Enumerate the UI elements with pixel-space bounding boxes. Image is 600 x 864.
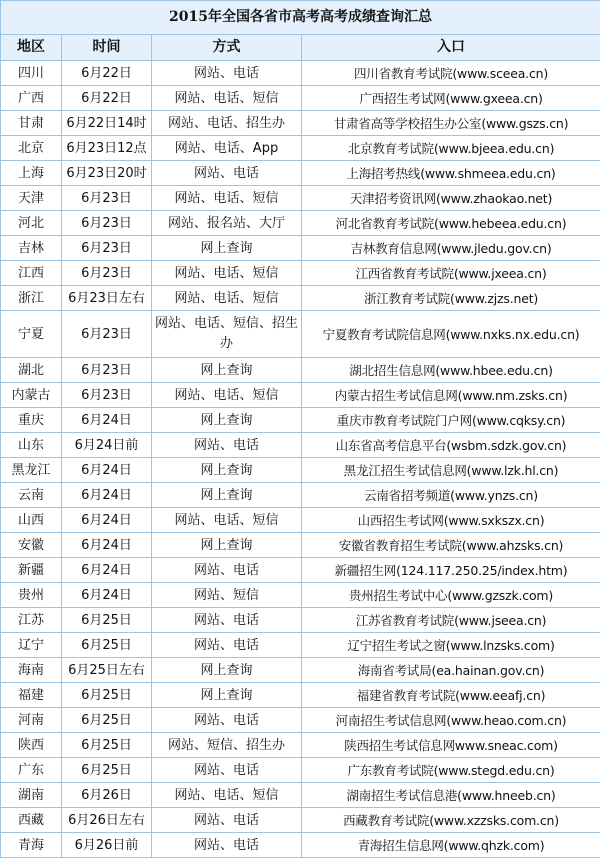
region-cell: 天津 bbox=[1, 186, 62, 211]
method-cell: 网站、电话 bbox=[152, 833, 302, 858]
entry-cell: 江苏省教育考试院(www.jseea.cn) bbox=[302, 608, 600, 633]
entry-cell: 宁夏教育考试院信息网(www.nxks.nx.edu.cn) bbox=[302, 311, 600, 358]
entry-cell: 山西招生考试网(www.sxkszx.cn) bbox=[302, 508, 600, 533]
region-cell: 四川 bbox=[1, 61, 62, 86]
time-cell: 6月25日 bbox=[62, 608, 152, 633]
time-cell: 6月22日 bbox=[62, 86, 152, 111]
region-cell: 湖南 bbox=[1, 783, 62, 808]
table-row bbox=[1, 111, 600, 136]
region-cell: 湖北 bbox=[1, 358, 62, 383]
region-cell: 北京 bbox=[1, 136, 62, 161]
method-cell: 网上查询 bbox=[152, 358, 302, 383]
method-cell: 网站、电话、短信 bbox=[152, 783, 302, 808]
table-row bbox=[1, 136, 600, 161]
table-row bbox=[1, 211, 600, 236]
table-row bbox=[1, 758, 600, 783]
method-cell: 网站、电话 bbox=[152, 708, 302, 733]
method-cell: 网上查询 bbox=[152, 533, 302, 558]
table-row bbox=[1, 408, 600, 433]
entry-cell: 广西招生考试网(www.gxeea.cn) bbox=[302, 86, 600, 111]
entry-cell: 天津招考资讯网(www.zhaokao.net) bbox=[302, 186, 600, 211]
entry-cell: 江西省教育考试院(www.jxeea.cn) bbox=[302, 261, 600, 286]
region-cell: 河北 bbox=[1, 211, 62, 236]
method-cell: 网站、电话、短信 bbox=[152, 508, 302, 533]
method-cell: 网上查询 bbox=[152, 458, 302, 483]
time-cell: 6月22日14时 bbox=[62, 111, 152, 136]
table-row bbox=[1, 358, 600, 383]
method-cell: 网站、电话 bbox=[152, 558, 302, 583]
region-cell: 山东 bbox=[1, 433, 62, 458]
method-cell: 网站、电话 bbox=[152, 808, 302, 833]
time-cell: 6月25日 bbox=[62, 758, 152, 783]
region-cell: 江西 bbox=[1, 261, 62, 286]
method-cell: 网站、报名站、大厅 bbox=[152, 211, 302, 236]
method-cell: 网站、电话 bbox=[152, 633, 302, 658]
region-cell: 安徽 bbox=[1, 533, 62, 558]
entry-cell: 福建省教育考试院(www.eeafj.cn) bbox=[302, 683, 600, 708]
entry-cell: 辽宁招生考试之窗(www.lnzsks.com) bbox=[302, 633, 600, 658]
table-row bbox=[1, 483, 600, 508]
table-row bbox=[1, 86, 600, 111]
table-row bbox=[1, 261, 600, 286]
entry-cell: 贵州招生考试中心(www.gzszk.com) bbox=[302, 583, 600, 608]
region-cell: 云南 bbox=[1, 483, 62, 508]
table-row bbox=[1, 833, 600, 858]
table-row bbox=[1, 458, 600, 483]
method-cell: 网站、电话、短信、招生办 bbox=[152, 311, 302, 358]
time-cell: 6月24日前 bbox=[62, 433, 152, 458]
table-row bbox=[1, 583, 600, 608]
header-entry: 入口 bbox=[302, 35, 600, 61]
region-cell: 陕西 bbox=[1, 733, 62, 758]
table-row bbox=[1, 558, 600, 583]
method-cell: 网站、短信 bbox=[152, 583, 302, 608]
region-cell: 福建 bbox=[1, 683, 62, 708]
region-cell: 甘肃 bbox=[1, 111, 62, 136]
entry-cell: 广东教育考试院(www.stegd.edu.cn) bbox=[302, 758, 600, 783]
time-cell: 6月25日 bbox=[62, 683, 152, 708]
region-cell: 上海 bbox=[1, 161, 62, 186]
method-cell: 网站、电话、短信 bbox=[152, 186, 302, 211]
table-row bbox=[1, 733, 600, 758]
time-cell: 6月23日12点 bbox=[62, 136, 152, 161]
time-cell: 6月24日 bbox=[62, 558, 152, 583]
table-row bbox=[1, 508, 600, 533]
region-cell: 西藏 bbox=[1, 808, 62, 833]
entry-cell: 河北省教育考试院(www.hebeea.edu.cn) bbox=[302, 211, 600, 236]
region-cell: 江苏 bbox=[1, 608, 62, 633]
entry-cell: 内蒙古招生考试信息网(www.nm.zsks.cn) bbox=[302, 383, 600, 408]
header-time: 时间 bbox=[62, 35, 152, 61]
time-cell: 6月23日 bbox=[62, 358, 152, 383]
method-cell: 网上查询 bbox=[152, 408, 302, 433]
table-row bbox=[1, 383, 600, 408]
header-row bbox=[1, 35, 600, 61]
entry-cell: 甘肃省高等学校招生办公室(www.gszs.cn) bbox=[302, 111, 600, 136]
time-cell: 6月25日 bbox=[62, 708, 152, 733]
table-row bbox=[1, 533, 600, 558]
title-row bbox=[1, 1, 600, 35]
region-cell: 宁夏 bbox=[1, 311, 62, 358]
method-cell: 网站、电话 bbox=[152, 433, 302, 458]
table-row bbox=[1, 286, 600, 311]
entry-cell: 海南省考试局(ea.hainan.gov.cn) bbox=[302, 658, 600, 683]
region-cell: 黑龙江 bbox=[1, 458, 62, 483]
time-cell: 6月24日 bbox=[62, 458, 152, 483]
table-row bbox=[1, 683, 600, 708]
time-cell: 6月23日20时 bbox=[62, 161, 152, 186]
entry-cell: 上海招考热线(www.shmeea.edu.cn) bbox=[302, 161, 600, 186]
region-cell: 青海 bbox=[1, 833, 62, 858]
table-row bbox=[1, 433, 600, 458]
time-cell: 6月23日 bbox=[62, 383, 152, 408]
time-cell: 6月26日左右 bbox=[62, 808, 152, 833]
table-body bbox=[1, 61, 600, 858]
table-row bbox=[1, 708, 600, 733]
entry-cell: 湖南招生考试信息港(www.hneeb.cn) bbox=[302, 783, 600, 808]
table-row bbox=[1, 808, 600, 833]
region-cell: 海南 bbox=[1, 658, 62, 683]
method-cell: 网站、短信、招生办 bbox=[152, 733, 302, 758]
table-row bbox=[1, 783, 600, 808]
table-row bbox=[1, 236, 600, 261]
entry-cell: 重庆市教育考试院门户网(www.cqksy.cn) bbox=[302, 408, 600, 433]
region-cell: 浙江 bbox=[1, 286, 62, 311]
method-cell: 网站、电话 bbox=[152, 161, 302, 186]
time-cell: 6月23日 bbox=[62, 261, 152, 286]
region-cell: 辽宁 bbox=[1, 633, 62, 658]
entry-cell: 陕西招生考试信息网www.sneac.com) bbox=[302, 733, 600, 758]
table-row bbox=[1, 61, 600, 86]
time-cell: 6月24日 bbox=[62, 408, 152, 433]
time-cell: 6月25日 bbox=[62, 733, 152, 758]
method-cell: 网站、电话、短信 bbox=[152, 261, 302, 286]
method-cell: 网上查询 bbox=[152, 236, 302, 261]
method-cell: 网上查询 bbox=[152, 483, 302, 508]
method-cell: 网上查询 bbox=[152, 658, 302, 683]
time-cell: 6月24日 bbox=[62, 483, 152, 508]
entry-cell: 新疆招生网(124.117.250.25/index.htm) bbox=[302, 558, 600, 583]
method-cell: 网站、电话、短信 bbox=[152, 286, 302, 311]
time-cell: 6月26日前 bbox=[62, 833, 152, 858]
entry-cell: 云南省招考频道(www.ynzs.cn) bbox=[302, 483, 600, 508]
region-cell: 广东 bbox=[1, 758, 62, 783]
region-cell: 山西 bbox=[1, 508, 62, 533]
header-method: 方式 bbox=[152, 35, 302, 61]
entry-cell: 河南招生考试信息网(www.heao.com.cn) bbox=[302, 708, 600, 733]
time-cell: 6月23日 bbox=[62, 186, 152, 211]
method-cell: 网站、电话 bbox=[152, 61, 302, 86]
table-row bbox=[1, 658, 600, 683]
entry-cell: 四川省教育考试院(www.sceea.cn) bbox=[302, 61, 600, 86]
time-cell: 6月24日 bbox=[62, 583, 152, 608]
method-cell: 网站、电话 bbox=[152, 608, 302, 633]
entry-cell: 北京教育考试院(www.bjeea.edu.cn) bbox=[302, 136, 600, 161]
region-cell: 新疆 bbox=[1, 558, 62, 583]
entry-cell: 吉林教育信息网(www.jledu.gov.cn) bbox=[302, 236, 600, 261]
region-cell: 吉林 bbox=[1, 236, 62, 261]
time-cell: 6月23日左右 bbox=[62, 286, 152, 311]
time-cell: 6月26日 bbox=[62, 783, 152, 808]
time-cell: 6月25日 bbox=[62, 633, 152, 658]
region-cell: 广西 bbox=[1, 86, 62, 111]
time-cell: 6月25日左右 bbox=[62, 658, 152, 683]
method-cell: 网站、电话、招生办 bbox=[152, 111, 302, 136]
entry-cell: 湖北招生信息网(www.hbee.edu.cn) bbox=[302, 358, 600, 383]
method-cell: 网上查询 bbox=[152, 683, 302, 708]
entry-cell: 青海招生信息网(www.qhzk.com) bbox=[302, 833, 600, 858]
method-cell: 网站、电话、短信 bbox=[152, 383, 302, 408]
region-cell: 重庆 bbox=[1, 408, 62, 433]
region-cell: 河南 bbox=[1, 708, 62, 733]
table-row bbox=[1, 608, 600, 633]
entry-cell: 西藏教育考试院(www.xzzsks.com.cn) bbox=[302, 808, 600, 833]
method-cell: 网站、电话 bbox=[152, 758, 302, 783]
time-cell: 6月23日 bbox=[62, 236, 152, 261]
entry-cell: 浙江教育考试院(www.zjzs.net) bbox=[302, 286, 600, 311]
time-cell: 6月24日 bbox=[62, 508, 152, 533]
table-row bbox=[1, 633, 600, 658]
method-cell: 网站、电话、短信 bbox=[152, 86, 302, 111]
table-title: 2015年全国各省市高考高考成绩查询汇总 bbox=[1, 1, 600, 35]
header-region: 地区 bbox=[1, 35, 62, 61]
table-row bbox=[1, 311, 600, 358]
region-cell: 内蒙古 bbox=[1, 383, 62, 408]
table-row bbox=[1, 186, 600, 211]
time-cell: 6月23日 bbox=[62, 211, 152, 236]
entry-cell: 山东省高考信息平台(wsbm.sdzk.gov.cn) bbox=[302, 433, 600, 458]
table-row bbox=[1, 161, 600, 186]
region-cell: 贵州 bbox=[1, 583, 62, 608]
time-cell: 6月24日 bbox=[62, 533, 152, 558]
time-cell: 6月23日 bbox=[62, 311, 152, 358]
time-cell: 6月22日 bbox=[62, 61, 152, 86]
method-cell: 网站、电话、App bbox=[152, 136, 302, 161]
entry-cell: 安徽省教育招生考试院(www.ahzsks.cn) bbox=[302, 533, 600, 558]
entry-cell: 黑龙江招生考试信息网(www.lzk.hl.cn) bbox=[302, 458, 600, 483]
